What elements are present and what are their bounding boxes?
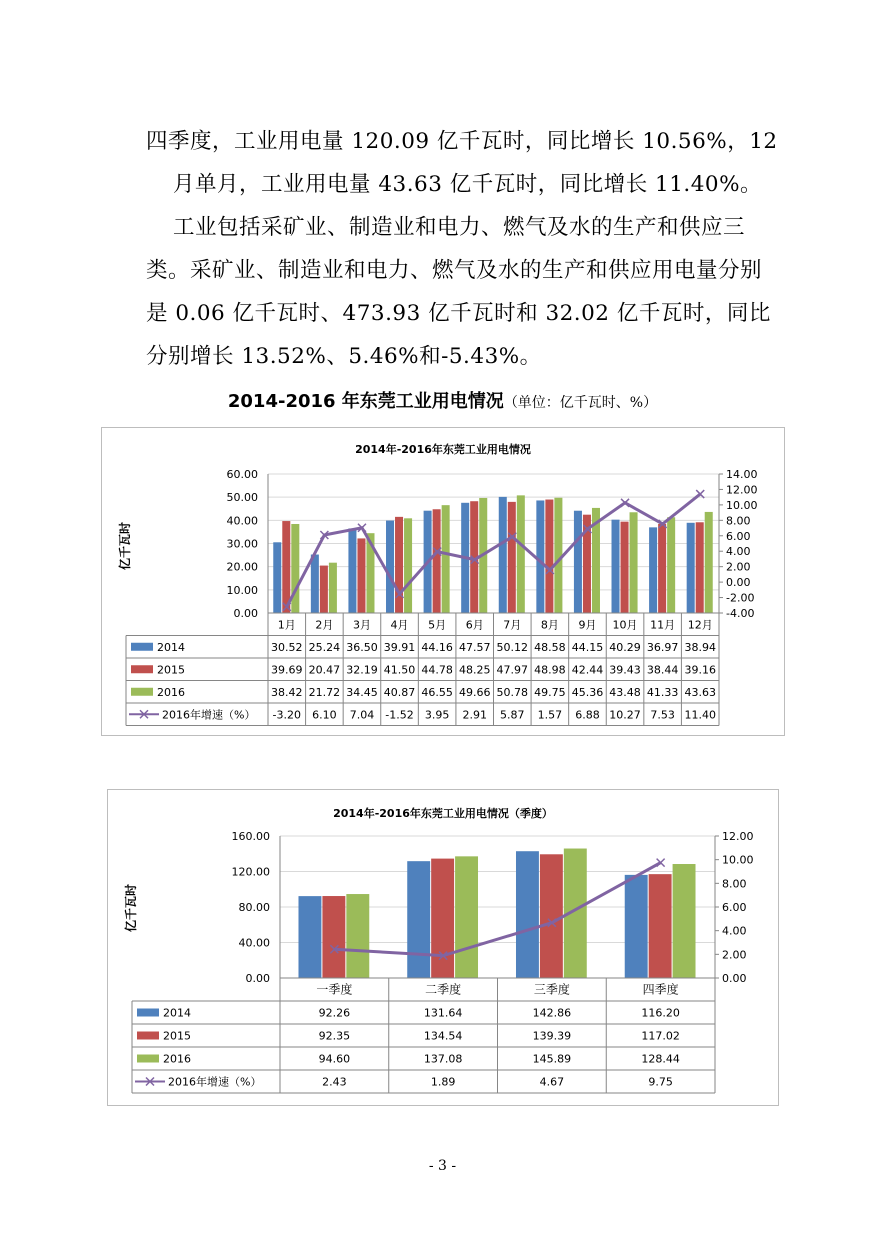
paragraph-industry-breakdown: 工业包括采矿业、制造业和电力、燃气及水的生产和供应三类。采矿业、制造业和电力、燃气及水的生产和供应用电量分别是 0.06 亿千瓦时、473.93 亿千瓦时和 32.02 亿千瓦时，同比分别增长 13.52%、5.46%和-5.43%。 xyxy=(146,215,771,369)
bar-2016 xyxy=(673,864,696,978)
chart-svg xyxy=(108,790,778,1105)
bar-2014 xyxy=(348,528,356,613)
table-cell: -3.20 xyxy=(272,708,302,722)
table-cell: 2.91 xyxy=(462,708,487,722)
table-cell: 44.16 xyxy=(421,640,453,654)
table-cell: 1.57 xyxy=(537,708,563,722)
table-cell: 1.89 xyxy=(430,1075,456,1089)
table-cell: 39.91 xyxy=(383,640,416,654)
table-cell: 134.54 xyxy=(423,1029,463,1043)
legend-swatch-2016 xyxy=(131,688,153,696)
y-tick-label: 0.00 xyxy=(233,607,258,620)
x-tick-label: 5月 xyxy=(428,618,447,632)
legend-entry: 2014 xyxy=(157,640,185,654)
bar-2015 xyxy=(621,522,629,613)
table-cell: 94.60 xyxy=(318,1052,351,1066)
y-tick-label: 40.00 xyxy=(226,514,258,528)
table-cell: 48.25 xyxy=(458,663,491,677)
bar-2014 xyxy=(687,523,695,613)
bar-2014 xyxy=(612,520,620,613)
y2-tick-label: 2.00 xyxy=(722,948,747,962)
y-tick-label: 60.00 xyxy=(226,468,258,481)
x-tick-label: 四季度 xyxy=(642,982,679,997)
table-cell: 30.52 xyxy=(271,640,303,654)
y-axis-label: 亿千瓦时 xyxy=(118,521,132,571)
table-cell: 44.15 xyxy=(571,640,604,654)
table-cell: 137.08 xyxy=(423,1052,463,1066)
table-cell: 49.66 xyxy=(458,685,491,699)
figure-caption xyxy=(0,387,885,413)
bar-2014 xyxy=(574,511,582,613)
legend-swatch-2016 xyxy=(137,1055,159,1063)
bar-2014 xyxy=(499,497,507,613)
table-cell: 43.63 xyxy=(684,685,716,699)
growth-line xyxy=(334,863,660,956)
table-cell: 41.33 xyxy=(646,685,679,699)
table-cell: 128.44 xyxy=(641,1052,680,1066)
y2-tick-label: 6.00 xyxy=(726,529,751,543)
table-cell: 42.44 xyxy=(571,663,604,677)
bar-2015 xyxy=(431,859,454,978)
bar-2014 xyxy=(298,896,321,978)
table-cell: 49.75 xyxy=(534,685,566,699)
bar-2015 xyxy=(508,502,516,613)
quarterly-chart xyxy=(107,789,779,1106)
table-cell: 36.50 xyxy=(346,640,378,654)
y2-tick-label: 8.00 xyxy=(726,514,751,528)
y2-tick-label: 12.00 xyxy=(726,483,758,497)
bar-2014 xyxy=(536,500,544,613)
x-tick-label: 8月 xyxy=(540,618,559,632)
bar-2016 xyxy=(455,856,478,978)
y2-tick-label: 10.00 xyxy=(722,853,754,867)
x-tick-label: 6月 xyxy=(465,618,484,632)
table-cell: 139.39 xyxy=(532,1029,572,1043)
table-cell: 34.45 xyxy=(346,685,378,699)
table-cell: 145.89 xyxy=(532,1052,572,1066)
table-cell: 32.19 xyxy=(346,663,378,677)
x-tick-label: 9月 xyxy=(578,618,597,632)
table-cell: 40.87 xyxy=(383,685,416,699)
table-cell: 46.55 xyxy=(421,685,453,699)
bar-2014 xyxy=(625,875,648,978)
y2-tick-label: 6.00 xyxy=(722,901,747,914)
y-tick-label: 120.00 xyxy=(231,865,270,879)
chart-title: 2014年-2016年东莞工业用电情况（季度） xyxy=(333,807,553,820)
monthly-chart xyxy=(101,427,785,736)
table-cell: 131.64 xyxy=(423,1006,463,1020)
y-tick-label: 0.00 xyxy=(245,972,270,985)
legend-entry: 2016年增速（%） xyxy=(168,1075,262,1089)
page-number: - 3 - xyxy=(428,1158,457,1174)
table-cell: 3.95 xyxy=(424,708,450,722)
table-cell: 48.58 xyxy=(534,640,566,654)
legend-swatch-2015 xyxy=(131,665,153,673)
bar-2016 xyxy=(346,894,369,978)
y2-tick-label: 2.00 xyxy=(726,560,751,574)
y2-tick-label: 0.00 xyxy=(722,972,747,985)
bar-2014 xyxy=(386,521,394,613)
y-tick-label: 20.00 xyxy=(226,560,258,574)
x-tick-label: 12月 xyxy=(687,618,713,632)
table-cell: 47.97 xyxy=(496,663,529,677)
table-cell: 20.47 xyxy=(308,663,341,677)
y2-tick-label: 4.00 xyxy=(726,545,751,559)
bar-2014 xyxy=(311,555,319,613)
legend-swatch-2014 xyxy=(131,643,153,651)
bar-2016 xyxy=(442,505,450,613)
y-tick-label: 50.00 xyxy=(226,491,258,505)
table-cell: 43.48 xyxy=(609,685,641,699)
bar-2016 xyxy=(630,512,638,613)
table-cell: 7.04 xyxy=(349,708,375,722)
table-cell: 44.78 xyxy=(421,663,453,677)
legend-entry: 2015 xyxy=(163,1029,191,1043)
bar-2014 xyxy=(407,861,430,978)
y-tick-label: 160.00 xyxy=(231,830,270,843)
legend-entry: 2016 xyxy=(157,685,185,699)
bar-2014 xyxy=(273,542,281,613)
bar-2015 xyxy=(322,896,345,978)
table-cell: 92.35 xyxy=(318,1029,351,1043)
table-cell: 6.10 xyxy=(312,708,337,722)
x-tick-label: 4月 xyxy=(390,618,409,632)
table-cell: 25.24 xyxy=(308,640,341,654)
table-cell: 9.75 xyxy=(648,1075,673,1089)
bar-2015 xyxy=(395,517,403,613)
bar-2015 xyxy=(545,500,553,613)
chart-title: 2014年-2016年东莞工业用电情况 xyxy=(355,443,531,456)
table-cell: 10.27 xyxy=(609,708,641,722)
x-tick-label: 11月 xyxy=(650,618,676,632)
table-cell: 39.69 xyxy=(271,663,303,677)
table-cell: 5.87 xyxy=(500,708,525,722)
y-tick-label: 30.00 xyxy=(226,537,258,551)
bar-2016 xyxy=(554,498,562,613)
x-tick-label: 10月 xyxy=(612,618,638,632)
table-cell: 21.72 xyxy=(308,685,341,699)
y2-tick-label: 10.00 xyxy=(726,498,758,512)
table-cell: 45.36 xyxy=(571,685,604,699)
y2-tick-label: 4.00 xyxy=(722,924,747,938)
paragraph-q4-summary: 四季度，工业用电量 120.09 亿千瓦时，同比增长 10.56%，12 月单月，工业用电量 43.63 亿千瓦时，同比增长 11.40%。 xyxy=(146,129,778,197)
bar-2016 xyxy=(404,518,412,613)
legend-entry: 2015 xyxy=(157,663,185,677)
bar-2014 xyxy=(649,527,657,613)
legend-entry: 2014 xyxy=(163,1006,191,1020)
table-cell: 48.98 xyxy=(534,663,566,677)
caption-title: 2014-2016 年东莞工业用电情况 xyxy=(227,391,504,412)
bar-2014 xyxy=(516,851,539,978)
y2-tick-label: 8.00 xyxy=(722,877,747,891)
table-cell: 7.53 xyxy=(650,708,675,722)
x-tick-label: 1月 xyxy=(277,618,296,632)
y2-tick-label: 12.00 xyxy=(722,830,754,843)
table-cell: 92.26 xyxy=(318,1006,351,1020)
table-cell: 36.97 xyxy=(646,640,679,654)
table-cell: 50.12 xyxy=(496,640,529,654)
bar-2015 xyxy=(696,522,704,613)
legend-entry: 2016 xyxy=(163,1052,191,1066)
y-tick-label: 10.00 xyxy=(226,583,258,597)
bar-2016 xyxy=(705,512,713,613)
y-tick-label: 40.00 xyxy=(238,936,270,950)
bar-2015 xyxy=(357,538,365,613)
table-cell: 47.57 xyxy=(458,640,491,654)
y2-tick-label: -2.00 xyxy=(726,591,755,605)
table-cell: -1.52 xyxy=(385,708,414,722)
table-cell: 50.78 xyxy=(496,685,529,699)
legend-swatch-2014 xyxy=(137,1009,159,1017)
caption-unit: （单位：亿千瓦时、%） xyxy=(503,395,658,411)
y2-tick-label: -4.00 xyxy=(726,607,755,620)
bar-2016 xyxy=(329,563,337,613)
table-cell: 40.29 xyxy=(609,640,641,654)
x-tick-label: 一季度 xyxy=(316,982,353,997)
x-tick-label: 三季度 xyxy=(533,982,570,997)
bar-2016 xyxy=(291,524,299,613)
table-cell: 116.20 xyxy=(641,1006,680,1020)
legend-entry: 2016年增速（%） xyxy=(162,708,256,722)
x-tick-label: 二季度 xyxy=(425,982,462,997)
table-cell: 38.42 xyxy=(271,685,303,699)
x-tick-label: 7月 xyxy=(503,618,522,632)
table-cell: 39.16 xyxy=(684,663,716,677)
y2-tick-label: 14.00 xyxy=(726,468,758,481)
table-cell: 38.44 xyxy=(646,663,679,677)
bar-2015 xyxy=(649,874,672,978)
table-cell: 39.43 xyxy=(609,663,641,677)
table-cell: 38.94 xyxy=(684,640,716,654)
y-axis-label: 亿千瓦时 xyxy=(124,883,138,933)
bar-2015 xyxy=(433,509,441,613)
table-cell: 117.02 xyxy=(641,1029,680,1043)
legend-swatch-2015 xyxy=(137,1032,159,1040)
table-cell: 41.50 xyxy=(383,663,416,677)
bar-2016 xyxy=(667,517,675,613)
table-cell: 4.67 xyxy=(539,1075,565,1089)
bar-2015 xyxy=(540,854,563,978)
table-cell: 6.88 xyxy=(575,708,600,722)
table-cell: 2.43 xyxy=(322,1075,347,1089)
x-tick-label: 3月 xyxy=(352,618,371,632)
bar-2016 xyxy=(517,495,525,613)
bar-2015 xyxy=(320,566,328,613)
bar-2015 xyxy=(658,524,666,613)
x-tick-label: 2月 xyxy=(315,618,334,632)
table-cell: 142.86 xyxy=(532,1006,572,1020)
chart-svg xyxy=(102,428,784,735)
y-tick-label: 80.00 xyxy=(238,901,270,914)
y2-tick-label: 0.00 xyxy=(726,576,751,590)
table-cell: 11.40 xyxy=(684,708,716,722)
